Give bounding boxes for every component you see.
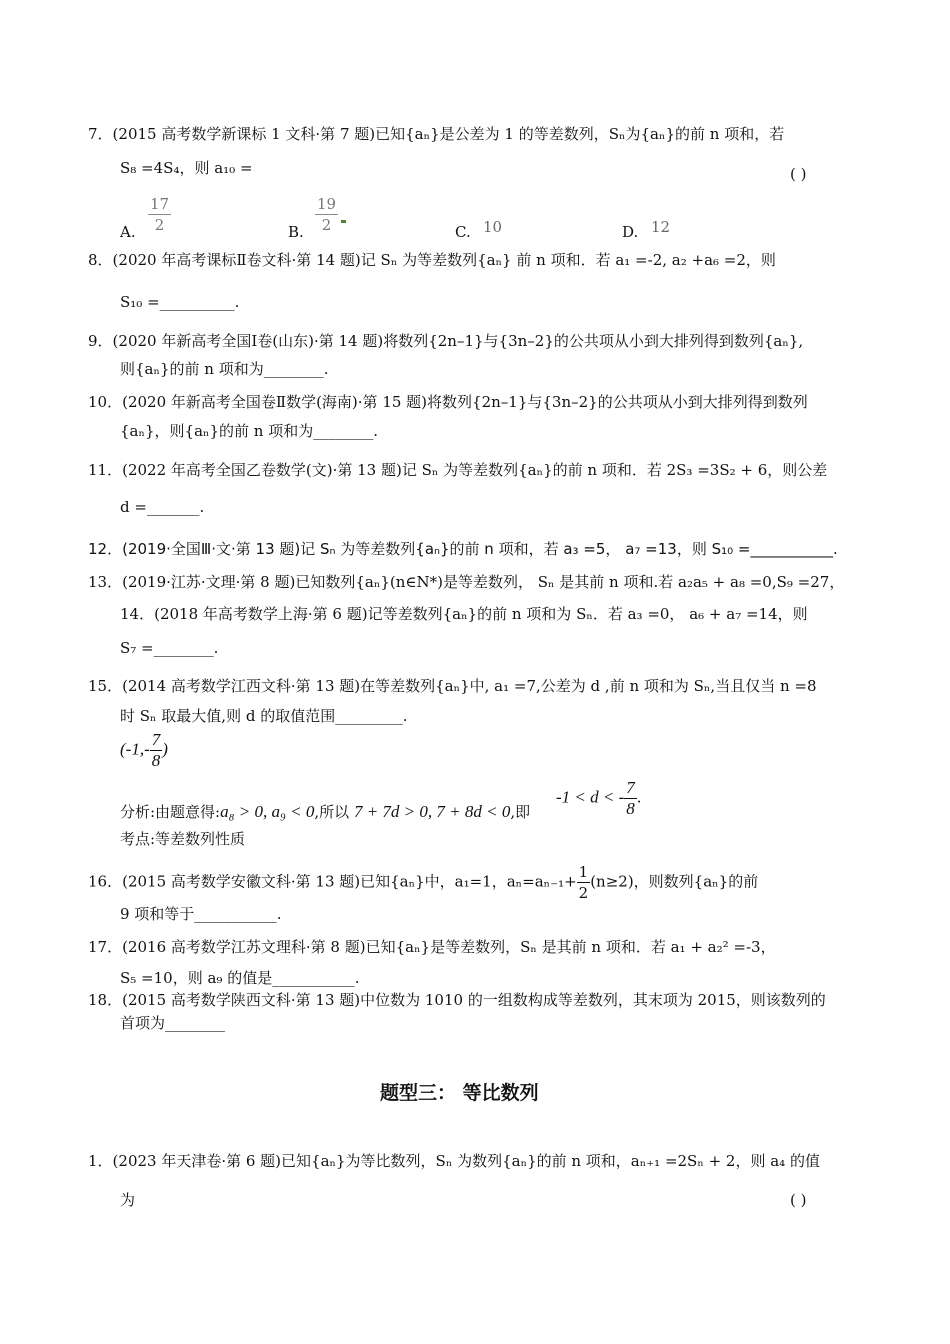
- q7-option-c-label: C.: [455, 223, 471, 241]
- q7-line2: S₈ =4S₄，则 a₁₀ =: [120, 159, 253, 177]
- q15-analysis-inequality: 7 + 7d > 0, 7 + 8d < 0: [353, 802, 511, 821]
- q15-analysis-condition: a₈ > 0, a₉ < 0: [220, 802, 315, 821]
- q7-option-c-value: 10: [483, 218, 503, 236]
- q15-analysis: [120, 802, 530, 822]
- q7-paren: ( ): [790, 165, 807, 183]
- q10-line1: 10．(2020 年新高考全国卷Ⅱ数学(海南)·第 15 题)将数列{2n–1}与{3n–2}的公共项从小到大排列得到数列: [88, 393, 808, 411]
- green-mark: [341, 220, 346, 223]
- q8-line2: S₁₀ =__________.: [120, 293, 240, 311]
- q11-line2: d =_______.: [120, 498, 205, 516]
- section-title: 题型三： 等比数列: [380, 1082, 539, 1104]
- q15-analysis-result: [556, 778, 642, 819]
- q7-option-a-value: [148, 194, 171, 235]
- q16-line1-post: (n≥2)，则数列{aₙ}的前: [590, 872, 759, 891]
- q10-line2: {aₙ}，则{aₙ}的前 n 项和为________.: [120, 422, 379, 440]
- q16-line1: [88, 862, 758, 903]
- q7-option-a-numerator: 17: [150, 195, 170, 213]
- q7-option-a-denominator: 2: [154, 216, 165, 234]
- q7-option-d-label: D.: [622, 223, 639, 241]
- q15-analysis-ie: ,即: [510, 803, 531, 821]
- q15-analysis-denominator: 8: [626, 799, 635, 818]
- q7-option-b-numerator: 19: [317, 195, 337, 213]
- q15-kaodian: 考点:等差数列性质: [120, 830, 246, 848]
- q9-line2: 则{aₙ}的前 n 项和为________.: [120, 360, 329, 378]
- q7-option-b-denominator: 2: [321, 216, 332, 234]
- q12-line1: 12．(2019·全国Ⅲ·文·第 13 题)记 Sₙ 为等差数列{aₙ}的前 n 项和，若 a₃ =5， a₇ =13，则 S₁₀ =___________.: [88, 540, 838, 558]
- q7-line1: 7．(2015 高考数学新课标 1 文科·第 7 题)已知{aₙ}是公差为 1 的等差数列，Sₙ为{aₙ}的前 n 项和，若: [88, 125, 785, 143]
- q14-line1: 14．(2018 年高考数学上海·第 6 题)记等差数列{aₙ}的前 n 项和为 Sₙ．若 a₃ =0， a₆ + a₇ =14，则: [120, 605, 808, 623]
- q13-line1: 13．(2019·江苏·文理·第 8 题)已知数列{aₙ}(n∈N*)是等差数列， Sₙ 是其前 n 项和.若 a₂a₅ + a₈ =0,S₉ =27，: [88, 573, 845, 591]
- q15-analysis-so: ,所以: [314, 803, 350, 821]
- q16-frac-denominator: 2: [578, 884, 589, 902]
- q11-line1: 11．(2022 年高考全国乙卷数学(文)·第 13 题)记 Sₙ 为等差数列{aₙ}的前 n 项和．若 2S₃ =3S₂ + 6，则公差: [88, 461, 828, 479]
- q7-option-d-value: 12: [651, 218, 671, 236]
- q15-analysis-end: .: [636, 788, 642, 807]
- q8-line1: 8．(2020 年高考课标Ⅱ卷文科·第 14 题)记 Sₙ 为等差数列{aₙ} 前 n 项和．若 a₁ =-2, a₂ +a₆ =2，则: [88, 251, 776, 269]
- q15-answer-post: ): [162, 739, 168, 759]
- q18-line2: 首项为________: [120, 1014, 226, 1032]
- q17-line1: 17．(2016 高考数学江苏文理科·第 8 题)已知{aₙ}是等差数列，Sₙ 是其前 n 项和．若 a₁ + a₂² =-3，: [88, 938, 776, 956]
- q14-line2: S₇ =________.: [120, 639, 219, 657]
- q15-analysis-pre: 分析:由题意得:: [120, 803, 221, 821]
- q7-option-b-label: B.: [288, 223, 304, 241]
- q15-answer: [120, 730, 168, 771]
- q18-line1: 18．(2015 高考数学陕西文科·第 13 题)中位数为 1010 的一组数构成等差数列，其末项为 2015，则该数列的: [88, 991, 826, 1009]
- q16-line1-pre: 16．(2015 高考数学安徽文科·第 13 题)已知{aₙ}中，a₁=1，aₙ=aₙ₋₁+: [88, 872, 577, 891]
- q15-answer-pre: (-1,-: [120, 739, 150, 759]
- q9-line1: 9．(2020 年新高考全国Ⅰ卷(山东)·第 14 题)将数列{2n–1}与{3n–2}的公共项从小到大排列得到数列{aₙ},: [88, 332, 804, 350]
- q15-line1: 15．(2014 高考数学江西文科·第 13 题)在等差数列{aₙ}中, a₁ =7,公差为 d ,前 n 项和为 Sₙ,当且仅当 n =8: [88, 677, 817, 695]
- q15-analysis-ineq: -1 < d < -: [556, 787, 625, 807]
- q15-line2: 时 Sₙ 取最大值,则 d 的取值范围_________.: [120, 707, 408, 725]
- g1-line2: 为: [120, 1191, 136, 1209]
- q15-answer-denominator: 8: [151, 751, 161, 770]
- q15-answer-numerator: 7: [151, 730, 161, 749]
- q7-option-a-label: A.: [120, 223, 136, 241]
- q16-line2: 9 项和等于___________.: [120, 905, 282, 923]
- g1-line1: 1．(2023 年天津卷·第 6 题)已知{aₙ}为等比数列，Sₙ 为数列{aₙ}的前 n 项和，aₙ₊₁ =2Sₙ + 2，则 a₄ 的值: [88, 1152, 820, 1170]
- g1-paren: ( ): [790, 1191, 807, 1209]
- q7-option-b-value: [315, 194, 346, 235]
- q16-frac-numerator: 1: [578, 863, 589, 881]
- q17-line2: S₅ =10，则 a₉ 的值是___________.: [120, 969, 360, 987]
- q15-analysis-numerator: 7: [626, 778, 635, 797]
